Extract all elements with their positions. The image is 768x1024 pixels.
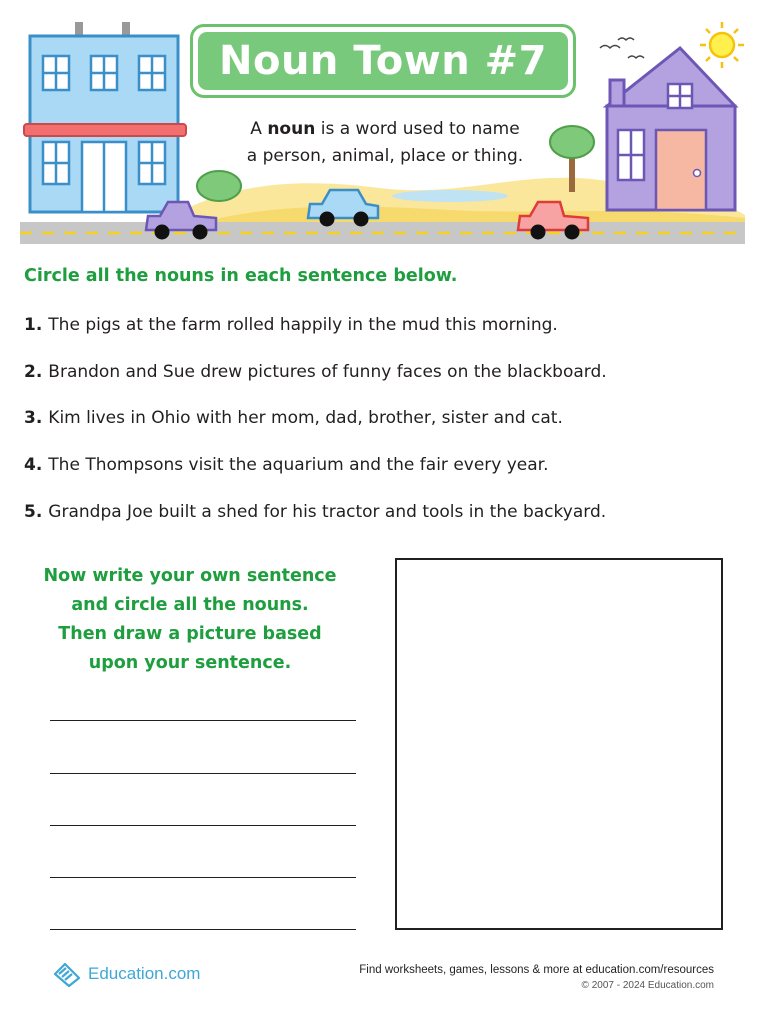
sentence-item — [24, 408, 563, 428]
drawing-box[interactable] — [395, 558, 723, 930]
writing-line[interactable] — [50, 773, 356, 774]
sentence-number: 5. — [24, 502, 43, 522]
sentence-number: 2. — [24, 362, 43, 382]
sentence-number: 1. — [24, 315, 43, 335]
sentence-text: The Thompsons visit the aquarium and the fair every year. — [48, 455, 549, 475]
writing-prompt: Now write your own sentence and circle all the nouns. Then draw a picture based upon your sentence. — [43, 566, 337, 673]
bush — [197, 171, 241, 201]
education-logo-icon — [52, 960, 82, 988]
page-title: Noun Town #7 — [219, 38, 547, 84]
sentence-item — [24, 315, 558, 335]
sentence-item — [24, 502, 606, 522]
sentence-text: The pigs at the farm rolled happily in the mud this morning. — [48, 315, 558, 335]
writing-line[interactable] — [50, 825, 356, 826]
footer-copyright: © 2007 - 2024 Education.com — [581, 980, 714, 991]
sentence-item — [24, 455, 549, 475]
education-logo[interactable] — [52, 960, 200, 988]
sentence-item — [24, 362, 607, 382]
footer-tagline: Find worksheets, games, lessons & more at education.com/resources — [359, 964, 714, 976]
brand-name: Education.com — [88, 964, 201, 983]
noun-definition: A noun is a word used to name a person, animal, place or thing. — [246, 119, 524, 166]
sentence-text: Kim lives in Ohio with her mom, dad, brother, sister and cat. — [48, 408, 563, 428]
birds — [600, 38, 644, 58]
writing-line[interactable] — [50, 877, 356, 878]
writing-line[interactable] — [50, 929, 356, 930]
pond — [392, 190, 508, 202]
keyword-noun: noun — [267, 119, 316, 139]
sun — [700, 22, 744, 68]
apartment-building — [24, 22, 186, 212]
house — [607, 48, 735, 210]
sentence-text: Grandpa Joe built a shed for his tractor and tools in the backyard. — [48, 502, 607, 522]
writing-line[interactable] — [50, 720, 356, 721]
exercise-instruction: Circle all the nouns in each sentence below. — [24, 266, 458, 286]
sentence-number: 3. — [24, 408, 43, 428]
title-banner — [190, 24, 576, 98]
sentence-text: Brandon and Sue drew pictures of funny faces on the blackboard. — [48, 362, 607, 382]
sentence-number: 4. — [24, 455, 43, 475]
